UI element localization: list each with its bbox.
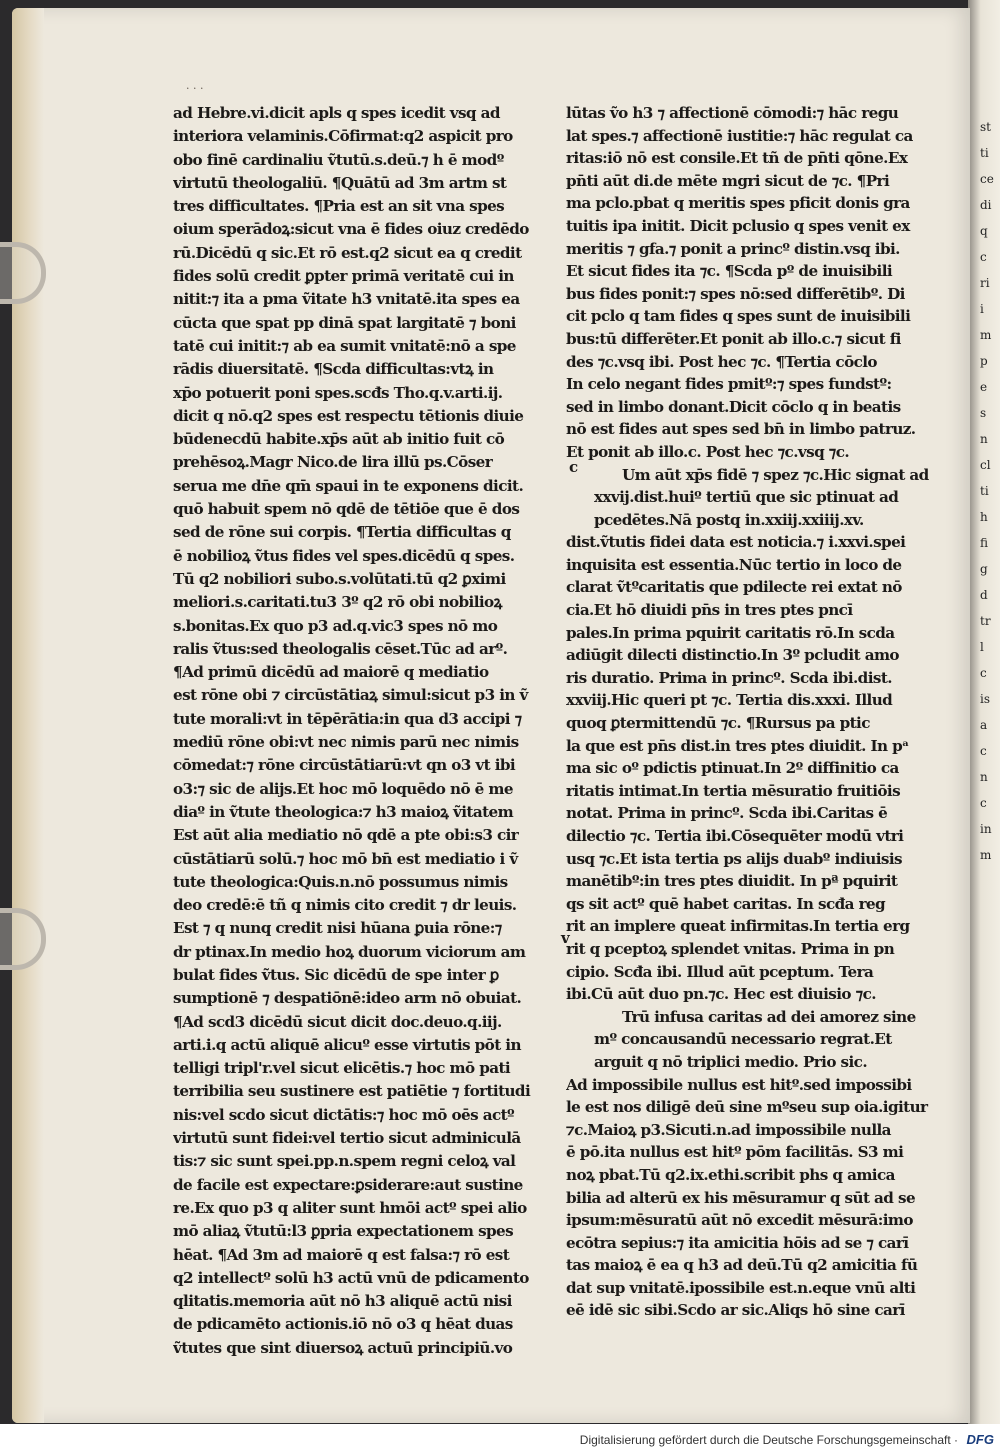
text-line: de facile est expectare:ꝑsiderare:aut sustine [173,1175,523,1194]
facing-page-text-fragment: c [980,250,987,264]
text-line: ecōtra sepius:⁊ ita amicitia hōis ad se ⁊ carī [566,1233,909,1252]
text-line: dat sup vnitatē.ipossibile est.n.eque vnū alti [566,1278,916,1297]
text-column-left [173,102,558,1360]
text-line: ibi.Cū aūt duo pn.⁊c. Hec est diuisio ⁊c. [566,985,876,1004]
text-line: bilia ad alterū ex his mēsuramur q sūt ad se [566,1188,916,1207]
text-line: ē pō.ita nullus est hitº pōm facilitās. S3 mi [566,1143,904,1162]
text-line: ralis ṽtus:sed theologalis cēset.Tūc ad arº. [173,639,508,658]
text-line: prehēsoꝝ.Magr Nico.de lira illū ps.Cōser [173,453,493,472]
text-line: la que est pn̄s dist.in tres ptes diuidit. In pᵃ [566,736,909,755]
text-line: quoq ꝑtermittendū ⁊c. ¶Rursus pa ptic [566,714,870,733]
text-line: tatē cui initit:⁊ ab ea sumit vnitatē:nō a spe [173,336,516,355]
text-line: cipio. Scđa ibi. Illud aūt pceptum. Tera [566,962,874,981]
facing-page-text-fragment: ti [980,146,989,160]
facing-page-text-fragment: in [980,822,992,836]
text-line: Et ponit ab illo.c. Post hec ⁊c.vsq ⁊c. [566,442,850,461]
facing-page-text-fragment: c [980,666,987,680]
text-line: pales.In prima pquirit caritatis rō.In scda [566,623,895,642]
text-line: tute morali:vt in tēpērātia:in qua d3 accipi ⁊ [173,709,522,728]
text-line: le est nos diligē deū sine mºseu sup oia.igitur [566,1098,928,1117]
text-line: sed de rōne sui corpis. ¶Tertia difficultas q [173,523,511,542]
text-line: bus fides ponit:⁊ spes nō:sed differētibº. Di [566,284,905,303]
text-line: adiūgit dilecti distinctio.In 3º pcludit amo [566,646,899,665]
facing-page-text-fragment: i [980,302,984,316]
text-line: meritis ⁊ gfa.⁊ ponit a princº distin.vsq ibi. [566,239,900,258]
text-line: sumptionē ⁊ despatiōnē:ideo arm nō obuiat. [173,989,522,1008]
text-line: q2 intellectº solū h3 actū vnū de pdicamento [173,1268,529,1287]
text-line: serua me dn̄e qm̄ spaui in te exponens dicit. [173,476,524,495]
text-column-right [566,102,936,1322]
facing-page-text-fragment: c [980,796,987,810]
text-line: mō aliaꝝ ṽtutū:l3 ꝑpria expectationem spes [173,1222,514,1241]
text-line: meliori.s.caritati.tu3 3º q2 rō obi nobilioꝝ [173,593,502,612]
text-line: dist.ṽtutis fidei data est noticia.⁊ i.xxvi.spei [566,533,906,552]
facing-page-text-fragment: s [980,406,987,420]
text-line: rit an implere queat infirmitas.In tertia erg [566,917,910,936]
text-line: obo finē cardinaliu ṽtutū.s.deū.⁊ h ē modº [173,150,504,169]
text-line: notat. Prima in princº. Scda ibi.Caritas ē [566,804,888,823]
folio-mark: · · · [186,82,204,95]
text-line: tis:⁊ sic sunt spei.pp.n.spem regni celoꝝ val [173,1152,516,1171]
dfg-logo[interactable]: DFG [966,1432,994,1447]
text-line: ad Hebre.vi.dicit apls q spes icedit vsq ad [173,104,500,122]
text-line: qs sit actº quē habet caritas. In scđa reg [566,894,886,913]
facing-page-text-fragment: q [980,224,988,238]
text-line: dilectio ⁊c. Tertia ibi.Cōsequēter modū vtri [566,827,904,845]
text-line: manētibº:in tres ptes diuidit. In pª pquirit [566,872,898,891]
text-line: dicit q nō.q2 spes est respectu tētionis diuie [173,406,524,425]
text-line: cia.Et hō diuidi pn̄s in tres ptes pncī [566,601,853,620]
text-line: cūcta que spat pp dinā spat largitatē ⁊ boni [173,313,516,332]
text-line: tas maioꝝ ē ea q h3 ad deū.Tū q2 amicitia fū [566,1256,918,1275]
text-line: tute theologica:Quis.n.nō possumus nimis [173,872,508,891]
facing-page-text-fragment: a [980,718,988,732]
page-binding-edge [12,8,44,1423]
facing-page-text-fragment: tr [980,614,991,628]
text-line: virtutū theologaliū. ¶Quātū ad 3m artm st [173,173,507,192]
text-line: Trū infusa caritas ad dei amorez sine [622,1007,916,1026]
text-line: nitit:⁊ ita a pma ṽitate h3 vnitatē.ita spes ea [173,290,520,309]
text-line: Et sicut fides ita ⁊c. ¶Scda pº de inuisibili [566,262,893,281]
facing-page-text-fragment: e [980,380,988,394]
facing-page-text-fragment: ti [980,484,989,498]
text-line: qlitatis.memoria aūt nō h3 aliquē actū nisi [173,1292,512,1311]
text-line: virtutū sunt fidei:vel tertio sicut adminiculā [173,1129,521,1148]
text-line: hēat. ¶Ad 3m ad maiorē q est falsa:⁊ rō est [173,1245,510,1264]
initial-letter-v: v [561,929,570,947]
text-line: ⁊c.Maioꝝ p3.Sicuti.n.ad impossibile nulla [566,1120,891,1139]
facing-page-text-fragment: g [980,562,988,576]
text-line: bulat fides ṽtus. Sic dicēdū de spe inter ꝑ [173,965,499,984]
text-line: de pdicamēto actionis.iō nō o3 q hēat duas [173,1315,513,1334]
text-line: būdenecdū habite.xp̄s aūt ab initio fuit cō [173,430,505,449]
text-line: nis:vel scdo sicut dictātis:⁊ hoc mō oēs actº [173,1105,515,1124]
text-line: cōmedat:⁊ rōne circūstātiarū:vt qn o3 vt ibi [173,756,516,775]
text-line: cit pclo q tam fides q spes sunt de inuisibili [566,307,911,326]
text-line: eē idē sic sibi.Scdo ar sic.Aliqs hō sine carī [566,1301,905,1320]
text-line: Ad impossibile nullus est hitº.sed impossibi [566,1075,912,1094]
text-line: tres difficultates. ¶Pria est an sit vna spes [173,197,505,216]
facing-page-text-fragment: n [980,770,988,784]
text-line: Est aūt alia mediatio nō qdē a pte obi:s3 cir [173,826,519,845]
text-line: inquisita est essentia.Nūc tertio in loco de [566,555,902,574]
facing-page-text-fragment: h [980,510,988,524]
facing-page-text-fragment: st [980,120,991,134]
text-line: terribilia seu sustinere est patiētie ⁊ fortitudi [173,1082,531,1101]
text-line: pcedētes.Nā postq in.xxiij.xxiiij.xv. [594,510,864,529]
text-line: xxviij.Hic queri pt ⁊c. Tertia dis.xxxi. Illud [566,691,893,710]
text-line: ma pclo.pbat q meritis spes pficit donis gra [566,194,910,213]
facing-page-text-fragment: d [980,588,988,602]
text-line: diaº in ṽtute theologica:⁊ h3 maioꝝ ṽitatem [173,802,514,821]
initial-letter-c: c [569,458,579,476]
adjacent-page-edge [968,0,1000,1424]
text-line: nō est fides aut spes sed bn̄ in limbo patruz. [566,420,916,439]
text-line: ¶Ad primū dicēdū ad maiorē q mediatio [173,663,489,682]
text-line: cūstātiarū solū.⁊ hoc mō bn̄ est mediatio i ṽ [173,849,518,868]
text-line: deo credē:ē tñ q nimis cito credit ⁊ dr leuis. [173,896,517,915]
text-line: pn̄ti aūt di.de mēte mgri sicut de ⁊c. ¶Pri [566,171,890,190]
text-line: ris duratio. Prima in princº. Scda ibi.dist. [566,668,892,687]
text-line: rit q pceptoꝝ splendet vnitas. Prima in pn [566,939,895,958]
text-line: est rōne obi ⁊ circūstātiaꝝ simul:sicut p3 in ṽ [173,686,528,705]
text-line: dr ptinax.In medio hoꝝ duorum viciorum am [173,942,526,961]
text-line: o3:⁊ sic de alijs.Et hoc mō loquēdo nō ē me [173,779,513,798]
footer-bar [0,1424,1000,1455]
text-line: ¶Ad scd3 dicēdū sicut dicit doc.deuo.q.iij. [173,1012,502,1031]
text-line: ṽtutes que sint diuersoꝝ actuū principiū.vo [173,1338,513,1357]
text-line: mediū rōne obi:vt nec nimis parū nec nimis [173,733,519,752]
text-line: fides solū credit ꝑpter primā veritatē cui in [173,267,514,286]
facing-page-text-fragment: n [980,432,988,446]
facing-page-text-fragment: ce [980,172,994,186]
text-line: des ⁊c.vsq ibi. Post hec ⁊c. ¶Tertia cōclo [566,352,877,371]
text-line: quō habuit spem nō qdē de tētiōe que ē dos [173,500,520,519]
text-line: xp̄o potuerit poni spes.scđs Tho.q.v.arti.ij. [173,383,503,402]
text-line: ma sic oº pdictis ptinuat.In 2º diffinitio ca [566,759,899,778]
text-line: mº concausandū necessario regrat.Et [594,1030,892,1049]
text-line: s.bonitas.Ex quo p3 ad.q.vic3 spes nō mo [173,616,498,635]
facing-page-text-fragment: l [980,640,984,654]
funding-credit: Digitalisierung gefördert durch die Deutsche Forschungsgemeinschaft · [579,1433,958,1447]
facing-page-text-fragment: c [980,744,987,758]
facing-page-text-fragment: p [980,354,988,368]
text-line: lat spes.⁊ affectionē iustitie:⁊ hāc regulat ca [566,126,913,145]
text-line: rū.Dicēdū q sic.Et rō est.q2 sicut ea q credit [173,243,522,262]
facing-page-text-fragment: di [980,198,992,212]
text-line: arguit q nō triplici medio. Prio sic. [594,1052,868,1071]
facing-page-text-fragment: fi [980,536,989,550]
text-line: ē nobilioꝝ ṽtus fides vel spes.dicēdū q spes. [173,546,515,565]
text-line: Est ⁊ q nunq credit nisi hūana ꝑuia rōne:⁊ [173,919,502,938]
text-line: arti.i.q actū aliquē alicuº esse virtutis pōt in [173,1035,521,1054]
text-line: noꝝ pbat.Tū q2.ix.ethi.scribit phs q amica [566,1165,895,1184]
text-line: tuitis ipa initit. Dicit pclusio q spes venit ex [566,216,910,235]
text-line: ipsum:mēsuratū aūt nō excedit mēsurā:imo [566,1211,913,1230]
text-line: rādis diuersitatē. ¶Scda difficultas:vtꝝ in [173,360,494,379]
text-line: interiora velaminis.Cōfirmat:q2 aspicit pro [173,127,513,146]
text-line: re.Ex quo p3 q aliter sunt hmōi actº spei alio [173,1198,527,1217]
facing-page-text-fragment: cl [980,458,991,472]
text-line: usq ⁊c.Et ista tertia ps alijs duabº indiuisis [566,849,902,868]
facing-page-text-fragment: ri [980,276,990,290]
text-line: lūtas ṽo h3 ⁊ affectionē cōmodi:⁊ hāc regu [566,104,899,122]
text-line: Tū q2 nobiliori subo.s.volūtati.tū q2 ꝑximi [173,569,506,588]
text-line: ritas:iō nō est consile.Et tñ de pn̄ti qōne.Ex [566,149,908,168]
text-line: sed in limbo donant.Dicit cōclo q in beatis [566,397,901,416]
facing-page-text-fragment: m [980,848,992,862]
text-line: telligi tripl'r.vel sicut elicētis.⁊ hoc mō pati [173,1059,511,1078]
text-line: In celo negant fides pmitº:⁊ spes fundstº: [566,375,892,394]
text-line: ritatis intimat.In tertia mēsuratio fruitiōis [566,781,901,800]
facing-page-text-fragment: is [980,692,990,706]
text-line: clarat ṽtºcaritatis que pdilecte rei extat nō [566,578,902,597]
text-line: oium sperādoꝝ:sicut vna ē fides oiuz credēdo [173,220,529,239]
facing-page-text-fragment: m [980,328,992,342]
text-line: xxvij.dist.huiº tertiū que sic ptinuat ad [594,488,899,507]
text-line: bus:tū differēter.Et ponit ab illo.c.⁊ sicut fi [566,329,901,348]
text-line: Um aūt xp̄s fidē ⁊ spez ⁊c.Hic signat ad [622,465,929,484]
